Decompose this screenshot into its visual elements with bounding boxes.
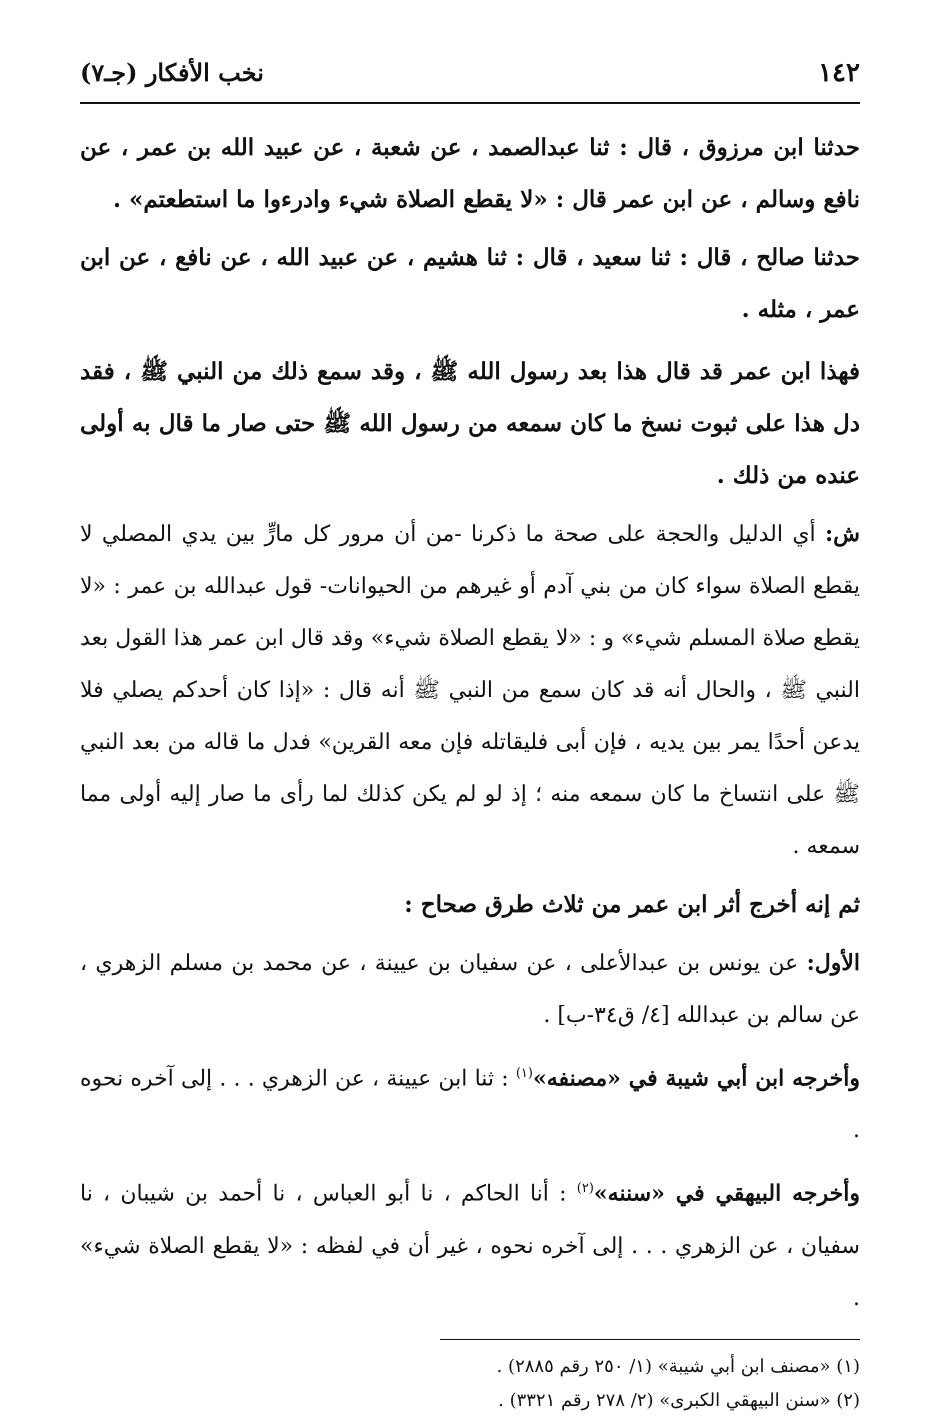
hadith-paragraph-2: حدثنا صالح ، قال : ثنا سعيد ، قال : ثنا هشيم ، عن عبيد الله ، عن نافع ، عن ابن عمر ، مثله . — [80, 244, 860, 323]
ibn-abi-shayba-paragraph: وأخرجه ابن أبي شيبة في «مصنفه»$^{(١)}$ : ثنا ابن عيينة ، عن الزهري . . . إلى آخره نحوه . — [80, 1065, 860, 1144]
book-page — [80, 58, 860, 1418]
commentary-paragraph: ش: أي الدليل والحجة على صحة ما ذكرنا -من أن مرور كل مارٍّ بين يدي المصلي لا يقطع الصلاة سواء كان من بني آدم أو غيرهم من الحيوانات- قول عبدالله بن عمر : «لا يقطع صلاة المسلم شيء» و : «لا يقطع الصلاة شيء» وقد قال ابن عمر هذا القول بعد النبي ﷺ ، والحال أنه قد كان سمع من النبي ﷺ أنه قال : «إذا كان أحدكم يصلي فلا يدعن أحدًا يمر بين يديه ، فإن أبى فليقاتله فإن معه القرين» فدل ما قاله من بعد النبي ﷺ على انتساخ ما كان سمعه منه ؛ إذ لو لم يكن كذلك لما رأى ما صار إليه أولى مما سمعه . — [80, 521, 860, 859]
footnote-ref-2[interactable]: (٢) — [576, 1181, 594, 1197]
section-heading: ثم إنه أخرج أثر ابن عمر من ثلاث طرق صحاح : — [404, 891, 860, 918]
page-number: ١٤٢ — [818, 58, 860, 88]
bayhaqi-paragraph: وأخرجه البيهقي في «سننه»$^{(٢)}$ : أنا الحاكم ، نا أبو العباس ، نا أحمد بن شيبان ، نا سفيان ، عن الزهري . . . إلى آخره نحوه ، غير أن في لفظه : «لا يقطع الصلاة شيء» . — [80, 1180, 861, 1311]
ibn-abi-shayba-lead: وأخرجه ابن أبي شيبة في «مصنفه» — [532, 1065, 860, 1092]
bayhaqi-lead: وأخرجه البيهقي في «سننه» — [593, 1180, 861, 1207]
footnote-separator — [440, 1339, 860, 1340]
hadith-paragraph-1: حدثنا ابن مرزوق ، قال : ثنا عبدالصمد ، عن شعبة ، عن عبيد الله بن عمر ، عن نافع وسالم ، عن ابن عمر قال : «لا يقطع الصلاة شيء وادرءوا ما استطعتم» . — [80, 134, 860, 213]
page-header — [80, 58, 860, 102]
header-rule — [80, 102, 860, 104]
book-title: نخب الأفكار (جـ٧) — [80, 58, 264, 87]
footnote-1: (١) «مصنف ابن أبي شيبة» (١/ ٢٥٠ رقم ٢٨٨٥) . — [496, 1355, 860, 1377]
author-comment-paragraph: فهذا ابن عمر قد قال هذا بعد رسول الله ﷺ ، وقد سمع ذلك من النبي ﷺ ، فقد دل هذا على ثبوت نسخ ما كان سمعه من رسول الله ﷺ حتى صار ما قال به أولى عنده من ذلك . — [80, 358, 860, 489]
first-chain-paragraph: الأول: عن يونس بن عبدالأعلى ، عن سفيان بن عيينة ، عن محمد بن مسلم الزهري ، عن سالم بن عبدالله [٤/ ق٣٤-ب] . — [80, 950, 860, 1028]
commentary-marker: ش: — [825, 521, 860, 547]
footnote-2: (٢) «سنن البيهقي الكبرى» (٢/ ٢٧٨ رقم ٣٣٢١) . — [498, 1389, 860, 1411]
first-chain-label: الأول: — [806, 950, 860, 976]
footnote-ref-1[interactable]: (١) — [515, 1066, 533, 1081]
